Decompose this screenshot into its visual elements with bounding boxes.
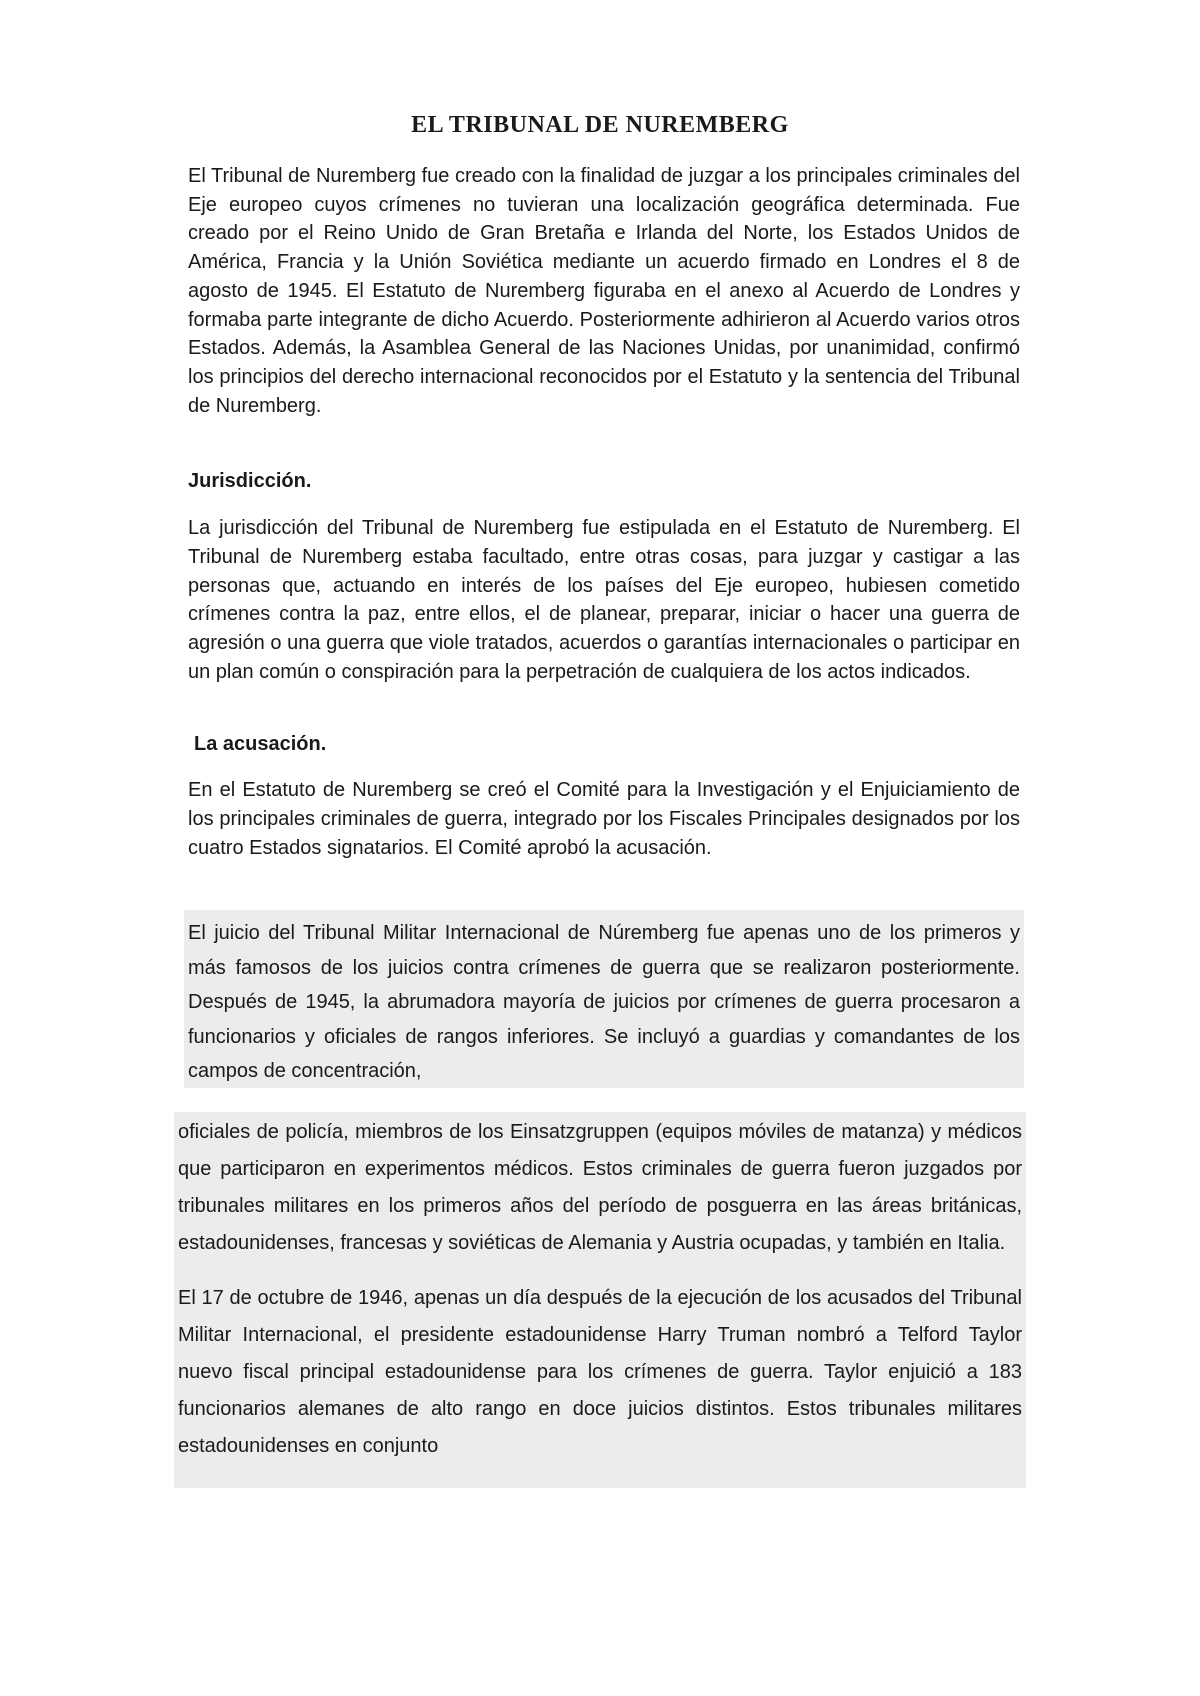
section-heading-acusacion: La acusación. — [194, 733, 327, 755]
highlighted-block-1 — [184, 910, 1024, 1088]
section-heading-jurisdiccion: Jurisdicción. — [188, 470, 312, 492]
document-title: EL TRIBUNAL DE NUREMBERG — [411, 112, 789, 138]
highlighted-paragraph-3: El 17 de octubre de 1946, apenas un día después de la ejecución de los acusados del Tribunal Militar Internacional, el presidente estadounidense Harry Truman nombró a Telford Taylor nuevo fiscal principal estadounidense para los crímenes de guerra. Taylor enjuició a 183 funcionarios alemanes de alto rango en doce juicios distintos. Estos tribunales militares estadounidenses en conjunto — [178, 1287, 1022, 1457]
intro-paragraph: El Tribunal de Nuremberg fue creado con la finalidad de juzgar a los principales criminales del Eje europeo cuyos crímenes no tuvieran una localización geográfica determinada. Fue creado por el Reino Unido de Gran Bretaña e Irlanda del Norte, los Estados Unidos de América, Francia y la Unión Soviética mediante un acuerdo firmado en Londres el 8 de agosto de 1945. El Estatuto de Nuremberg figuraba en el anexo al Acuerdo de Londres y formaba parte integrante de dicho Acuerdo. Posteriormente adhirieron al Acuerdo varios otros Estados. Además, la Asamblea General de las Naciones Unidas, por unanimidad, confirmó los principios del derecho internacional reconocidos por el Estatuto y la sentencia del Tribunal de Nuremberg. — [188, 165, 1020, 417]
highlighted-paragraph-2: oficiales de policía, miembros de los Einsatzgruppen (equipos móviles de matanza) y médicos que participaron en experimentos médicos. Estos criminales de guerra fueron juzgados por tribunales militares en los primeros años del período de posguerra en las áreas británicas, estadounidenses, francesas y soviéticas de Alemania y Austria ocupadas, y también en Italia. — [178, 1121, 1022, 1254]
highlighted-paragraph-1: El juicio del Tribunal Militar Internacional de Núremberg fue apenas uno de los primeros y más famosos de los juicios contra crímenes de guerra que se realizaron posteriormente. Después de 1945, la abrumadora mayoría de juicios por crímenes de guerra procesaron a funcionarios y oficiales de rangos inferiores. Se incluyó a guardias y comandantes de los campos de concentración, — [188, 922, 1020, 1082]
highlighted-block-2 — [174, 1112, 1026, 1488]
acusacion-paragraph: En el Estatuto de Nuremberg se creó el Comité para la Investigación y el Enjuiciamiento de los principales criminales de guerra, integrado por los Fiscales Principales designados por los cuatro Estados signatarios. El Comité aprobó la acusación. — [188, 779, 1020, 859]
jurisdiccion-paragraph: La jurisdicción del Tribunal de Nuremberg fue estipulada en el Estatuto de Nuremberg. El Tribunal de Nuremberg estaba facultado, entre otras cosas, para juzgar y castigar a las personas que, actuando en interés de los países del Eje europeo, hubiesen cometido crímenes contra la paz, entre ellos, el de planear, preparar, iniciar o hacer una guerra de agresión o una guerra que viole tratados, acuerdos o garantías internacionales o participar en un plan común o conspiración para la perpetración de cualquiera de los actos indicados. — [188, 517, 1020, 683]
